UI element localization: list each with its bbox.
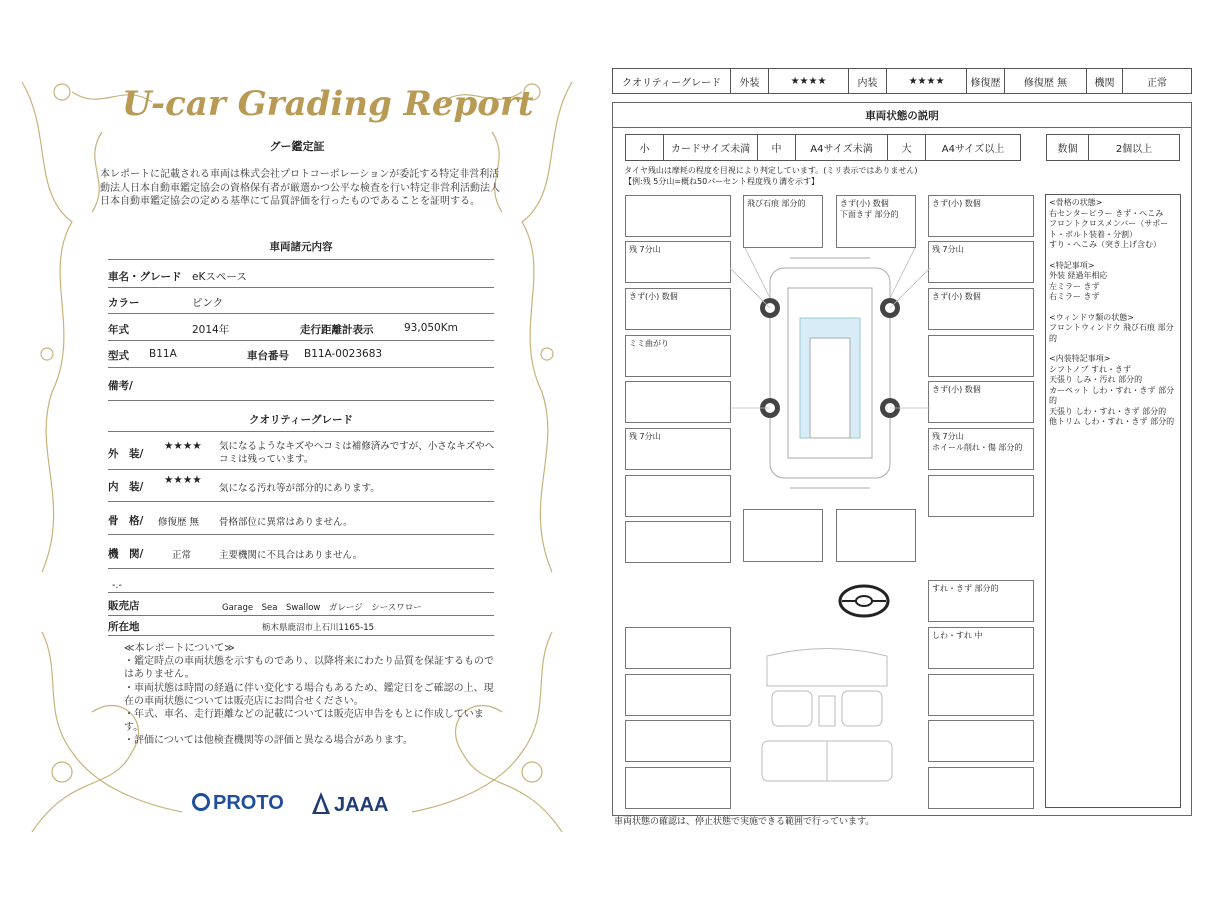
frame-condition-note: <骨格の状態> 右センターピラー きず・へこみ フロントクロスメンバー（サポート・ボルト装着・分割） すり・へこみ（突き上げ含む） [1049,198,1169,249]
jaaa-mark-icon [312,792,330,814]
car-topview-diagram [730,248,930,508]
interior-box [928,674,1034,716]
engine-label: 機関 [1087,69,1123,93]
damage-box: 残 7分山 [625,241,731,283]
divider [108,501,494,502]
damage-box: きず(小) 数個 [625,288,731,330]
frame-grade: 修復歴 無 [158,517,200,528]
ext-value: ★★★★ [769,69,849,93]
frame-label: 骨 格/ [108,515,144,527]
damage-box [625,475,731,517]
divider [108,534,494,535]
address-value: 栃木県鹿沼市上石川1165-15 [262,623,375,633]
report-title: U-car Grading Report [122,84,534,124]
grading-certificate [12,72,582,832]
repair-value: 修復歴 無 [1005,69,1087,93]
size-key: 中 [758,135,796,160]
damage-box [743,509,823,562]
tire-note-line: タイヤ残山は摩耗の程度を目視により判定しています。(ミリ表示ではありません) [624,166,918,175]
damage-box [836,509,916,562]
count-value: 2個以上 [1115,144,1153,155]
steering-damage-box: すれ・きず 部分的 [928,580,1034,622]
special-note: <特記事項> 外装 経過年相応 左ミラー きず 右ミラー きず [1049,260,1108,301]
damage-box [625,381,731,423]
window-note: <ウィンドウ類の状態> フロントウィンドウ 飛び石痕 部分的 [1049,312,1174,343]
certificate-subtitle: グー鑑定証 [269,140,325,153]
logos [192,790,412,820]
int-label: 内装 [849,69,887,93]
engine-comment: 主要機関に不具合はありません。 [219,550,363,561]
proto-logo-text: PROTO [213,792,284,814]
interior-grade: ★★★★ [164,474,202,486]
engine-grade: 正常 [172,550,192,561]
engine-value: 正常 [1147,77,1167,89]
exterior-comment: 気になるようなキズやヘコミは補修済みですが、小さなキズやヘコミは残っています。 [219,441,495,465]
notes-heading: ≪本レポートについて≫ [124,643,235,654]
interior-label: 内 装/ [108,481,144,493]
model-label: 型式 [108,350,129,362]
int-value: ★★★★ [887,69,967,93]
size-value: A4サイズ未満 [796,135,888,160]
color-value: ピンク [192,297,224,309]
divider [108,615,494,616]
damage-box: きず(小) 数個 [928,288,1034,330]
damage-box: きず(小) 数個 [928,381,1034,423]
size-value: A4サイズ以上 [941,144,1005,155]
car-name-label: 車名・グレード [108,271,182,283]
mileage-label: 走行距離計表示 [300,324,374,336]
chassis-label: 車台番号 [247,350,289,362]
frame-comment: 骨格部位に異常はありません。 [219,517,353,528]
proto-logo [192,792,284,815]
interior-box [928,767,1034,809]
damage-box [625,195,731,237]
note-item: ・車両状態は時間の経過に伴い変化する場合もあるため、鑑定日をご確認の上、現在の車両状態については販売店にお問合せください。 [124,682,494,707]
note-item: ・鑑定時点の車両状態を示すものであり、以降将来にわたり品質を保証するものではありません。 [124,656,494,681]
divider [108,313,494,314]
damage-box: 残 7分山 ホイール削れ・傷 部分的 [928,428,1034,470]
damage-box [928,335,1034,377]
interior-box [625,720,731,762]
divider [108,367,494,368]
specs-heading: 車両諸元内容 [269,241,333,253]
proto-mark-icon [192,793,210,811]
count-legend [1046,134,1180,161]
repair-label: 修復歴 [967,69,1005,93]
year-value: 2014年 [192,324,230,336]
engine-label: 機 関/ [108,548,144,560]
quality-row-label: クオリティーグレード [613,69,731,93]
divider [108,592,494,593]
interior-box [625,674,731,716]
divider [108,469,494,470]
damage-box: 残 7分山 [928,241,1034,283]
exterior-label: 外 装/ [108,448,144,460]
divider [108,340,494,341]
year-label: 年式 [108,324,129,336]
divider [108,635,494,636]
shop-value: Garage Sea Swallow ガレージ シースワロー [222,603,422,613]
intro-paragraph: 本レポートに記載される車両は株式会社プロトコーポレーションが委託する特定非営利活動法人日本自動車鑑定協会の資格保有者が厳選かつ公平な検査を行い特定非営利活動法人日本自動車鑑定協会の定める基準にて品質評価を行ったものであることを証明する。 [100,169,500,207]
interior-box [625,627,731,669]
interior-box: しわ・すれ 中 [928,627,1034,669]
jaaa-logo-text: JAAA [334,794,389,816]
interior-comment: 気になる汚れ等が部分的にあります。 [219,483,380,494]
damage-box: きず(小) 数個 下面きず 部分的 [836,195,916,248]
divider [108,400,494,401]
size-legend [625,134,1021,161]
size-value: カードサイズ未満 [664,135,758,160]
exterior-grade: ★★★★ [164,440,202,452]
mileage-value: 93,050Km [404,322,458,334]
damage-box: きず(小) 数個 [928,195,1034,237]
remarks-label: 備考/ [108,380,133,392]
shop-label: 販売店 [108,600,140,612]
steering-wheel-icon [838,583,890,619]
chassis-value: B11A-0023683 [304,348,383,360]
divider [108,568,494,569]
size-key: 大 [888,135,926,160]
ext-label: 外装 [731,69,769,93]
note-item: ・評価については他検査機関等の評価と異なる場合があります。 [124,735,413,747]
dash-marker: -.- [112,580,122,591]
quality-grade-row [612,68,1192,94]
tire-note-line: 【例:残 5分山=概ね50パーセント程度残り溝を示す】 [624,177,820,186]
damage-box [625,521,731,563]
divider [108,287,494,288]
damage-box: ミミ曲がり [625,335,731,377]
damage-box: 残 7分山 [625,428,731,470]
condition-sheet [612,68,1194,828]
quality-heading: クオリティーグレード [249,414,353,426]
car-name-value: eKスペース [192,271,247,283]
side-notes-panel [1045,194,1181,808]
jaaa-logo [312,792,388,817]
note-item: ・年式、車名、走行距離などの記載については販売店申告をもとに作成しています。 [124,709,484,734]
condition-heading: 車両状態の説明 [612,102,1192,128]
interior-diagram [757,646,897,786]
damage-box: 飛び石痕 部分的 [743,195,823,248]
divider [108,259,494,260]
color-label: カラー [108,297,140,309]
interior-box [625,767,731,809]
divider [108,431,494,432]
size-key: 小 [626,135,664,160]
address-label: 所在地 [108,621,140,633]
report-notes [124,642,494,748]
tire-note [624,165,917,187]
damage-box [928,475,1034,517]
footer-note: 車両状態の確認は、停止状態で実施できる範囲で行っています。 [614,817,875,827]
model-value: B11A [149,348,177,360]
interior-note: <内装特記事項> シフトノブ すれ・きず 天張り しみ・汚れ 部分的 カーペット しわ・すれ・きず 部分的 天張り しわ・すれ・きず 部分的 他トリム しわ・すれ・きず 部分的 [1049,354,1175,426]
interior-box [928,720,1034,762]
count-label: 数個 [1047,135,1089,160]
